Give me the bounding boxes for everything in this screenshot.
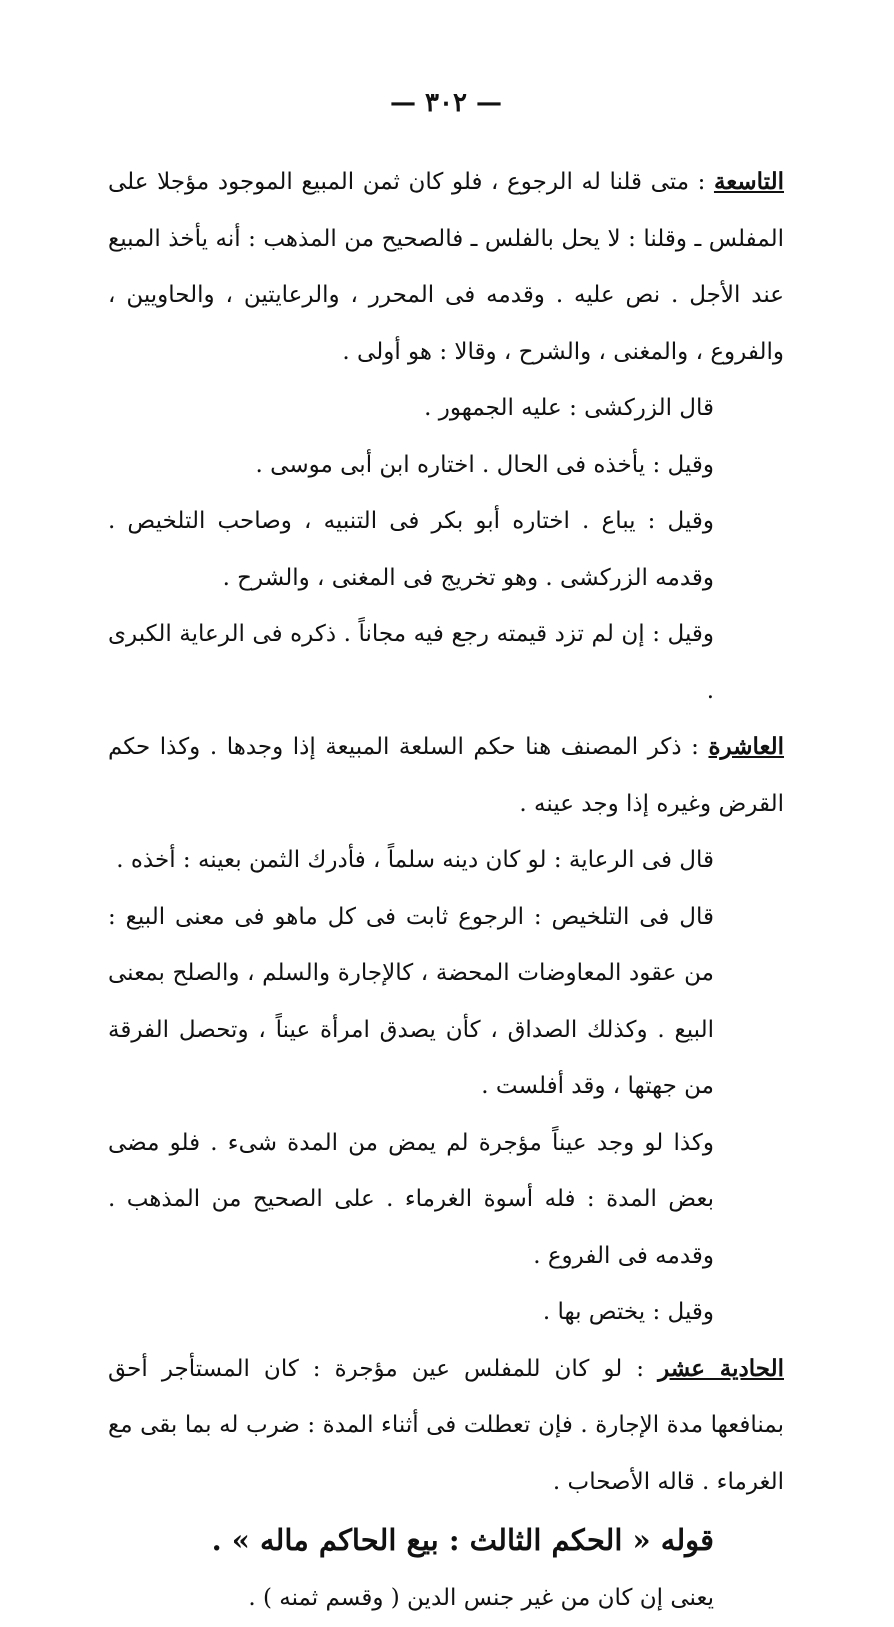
page-number: — ٣٠٢ — [389, 88, 503, 118]
final-line: يعنى إن كان من غير جنس الدين ( وقسم ثمنه ) . [248, 1585, 714, 1611]
quoted-heading: قوله « الحكم الثالث : بيع الحاكم ماله » . [211, 1523, 714, 1557]
paragraph: وقيل : إن لم تزد قيمته رجع فيه مجاناً . ذكره فى الرعاية الكبرى . [108, 621, 714, 704]
paragraph: وقيل : يباع . اختاره أبو بكر فى التنبيه ، وصاحب التلخيص . وقدمه الزركشى . وهو تخريج فى المغنى ، والشرح . [108, 508, 714, 591]
section-label: العاشرة [708, 733, 784, 760]
section-label: التاسعة [713, 168, 784, 195]
paragraph-eleventh [108, 1341, 784, 1511]
paragraph: وكذا لو وجد عيناً مؤجرة لم يمض من المدة شىء . فلو مضى بعض المدة : فله أسوة الغرماء . على الصحيح من المذهب . وقدمه فى الفروع . [108, 1129, 714, 1269]
section-label: الحادية عشر [658, 1354, 784, 1382]
paragraph: وقيل : يختص بها . [542, 1299, 714, 1325]
paragraph-tenth [108, 719, 784, 832]
paragraph: قال فى الرعاية : لو كان دينه سلماً ، فأدرك الثمن بعينه : أخذه . [116, 847, 714, 873]
document-body [108, 154, 784, 1627]
paragraph-text: : لو كان للمفلس عين مؤجرة : كان المستأجر أحق بمنافعها مدة الإجارة . فإن تعطلت فى أثناء المدة : ضرب له بما بقى مع الغرماء . قاله الأصحاب . [108, 1355, 784, 1495]
paragraph-ninth [108, 154, 784, 380]
paragraph-text: : متى قلنا له الرجوع ، فلو كان ثمن المبيع الموجود مؤجلا على المفلس ـ وقلنا : لا يحل بالفلس ـ فالصحيح من المذهب : أنه يأخذ المبيع عند الأجل . نص عليه . وقدمه فى المحرر ، والرعايتين ، والحاويين ، والفروع ، والمغنى ، والشرح ، وقالا : هو أولى . [108, 169, 784, 365]
paragraph: قال فى التلخيص : الرجوع ثابت فى كل ماهو فى معنى البيع : من عقود المعاوضات المحضة ، كالإجارة والسلم ، والصلح بمعنى البيع . وكذلك الصداق ، كأن يصدق امرأة عيناً ، وتحصل الفرقة من جهتها ، وقد أفلست . [108, 903, 714, 1099]
paragraph: قال الزركشى : عليه الجمهور . [424, 395, 714, 421]
paragraph: وقيل : يأخذه فى الحال . اختاره ابن أبى موسى . [255, 451, 714, 478]
paragraph-text: : ذكر المصنف هنا حكم السلعة المبيعة إذا وجدها . وكذا حكم القرض وغيره إذا وجد عينه . [108, 734, 784, 817]
